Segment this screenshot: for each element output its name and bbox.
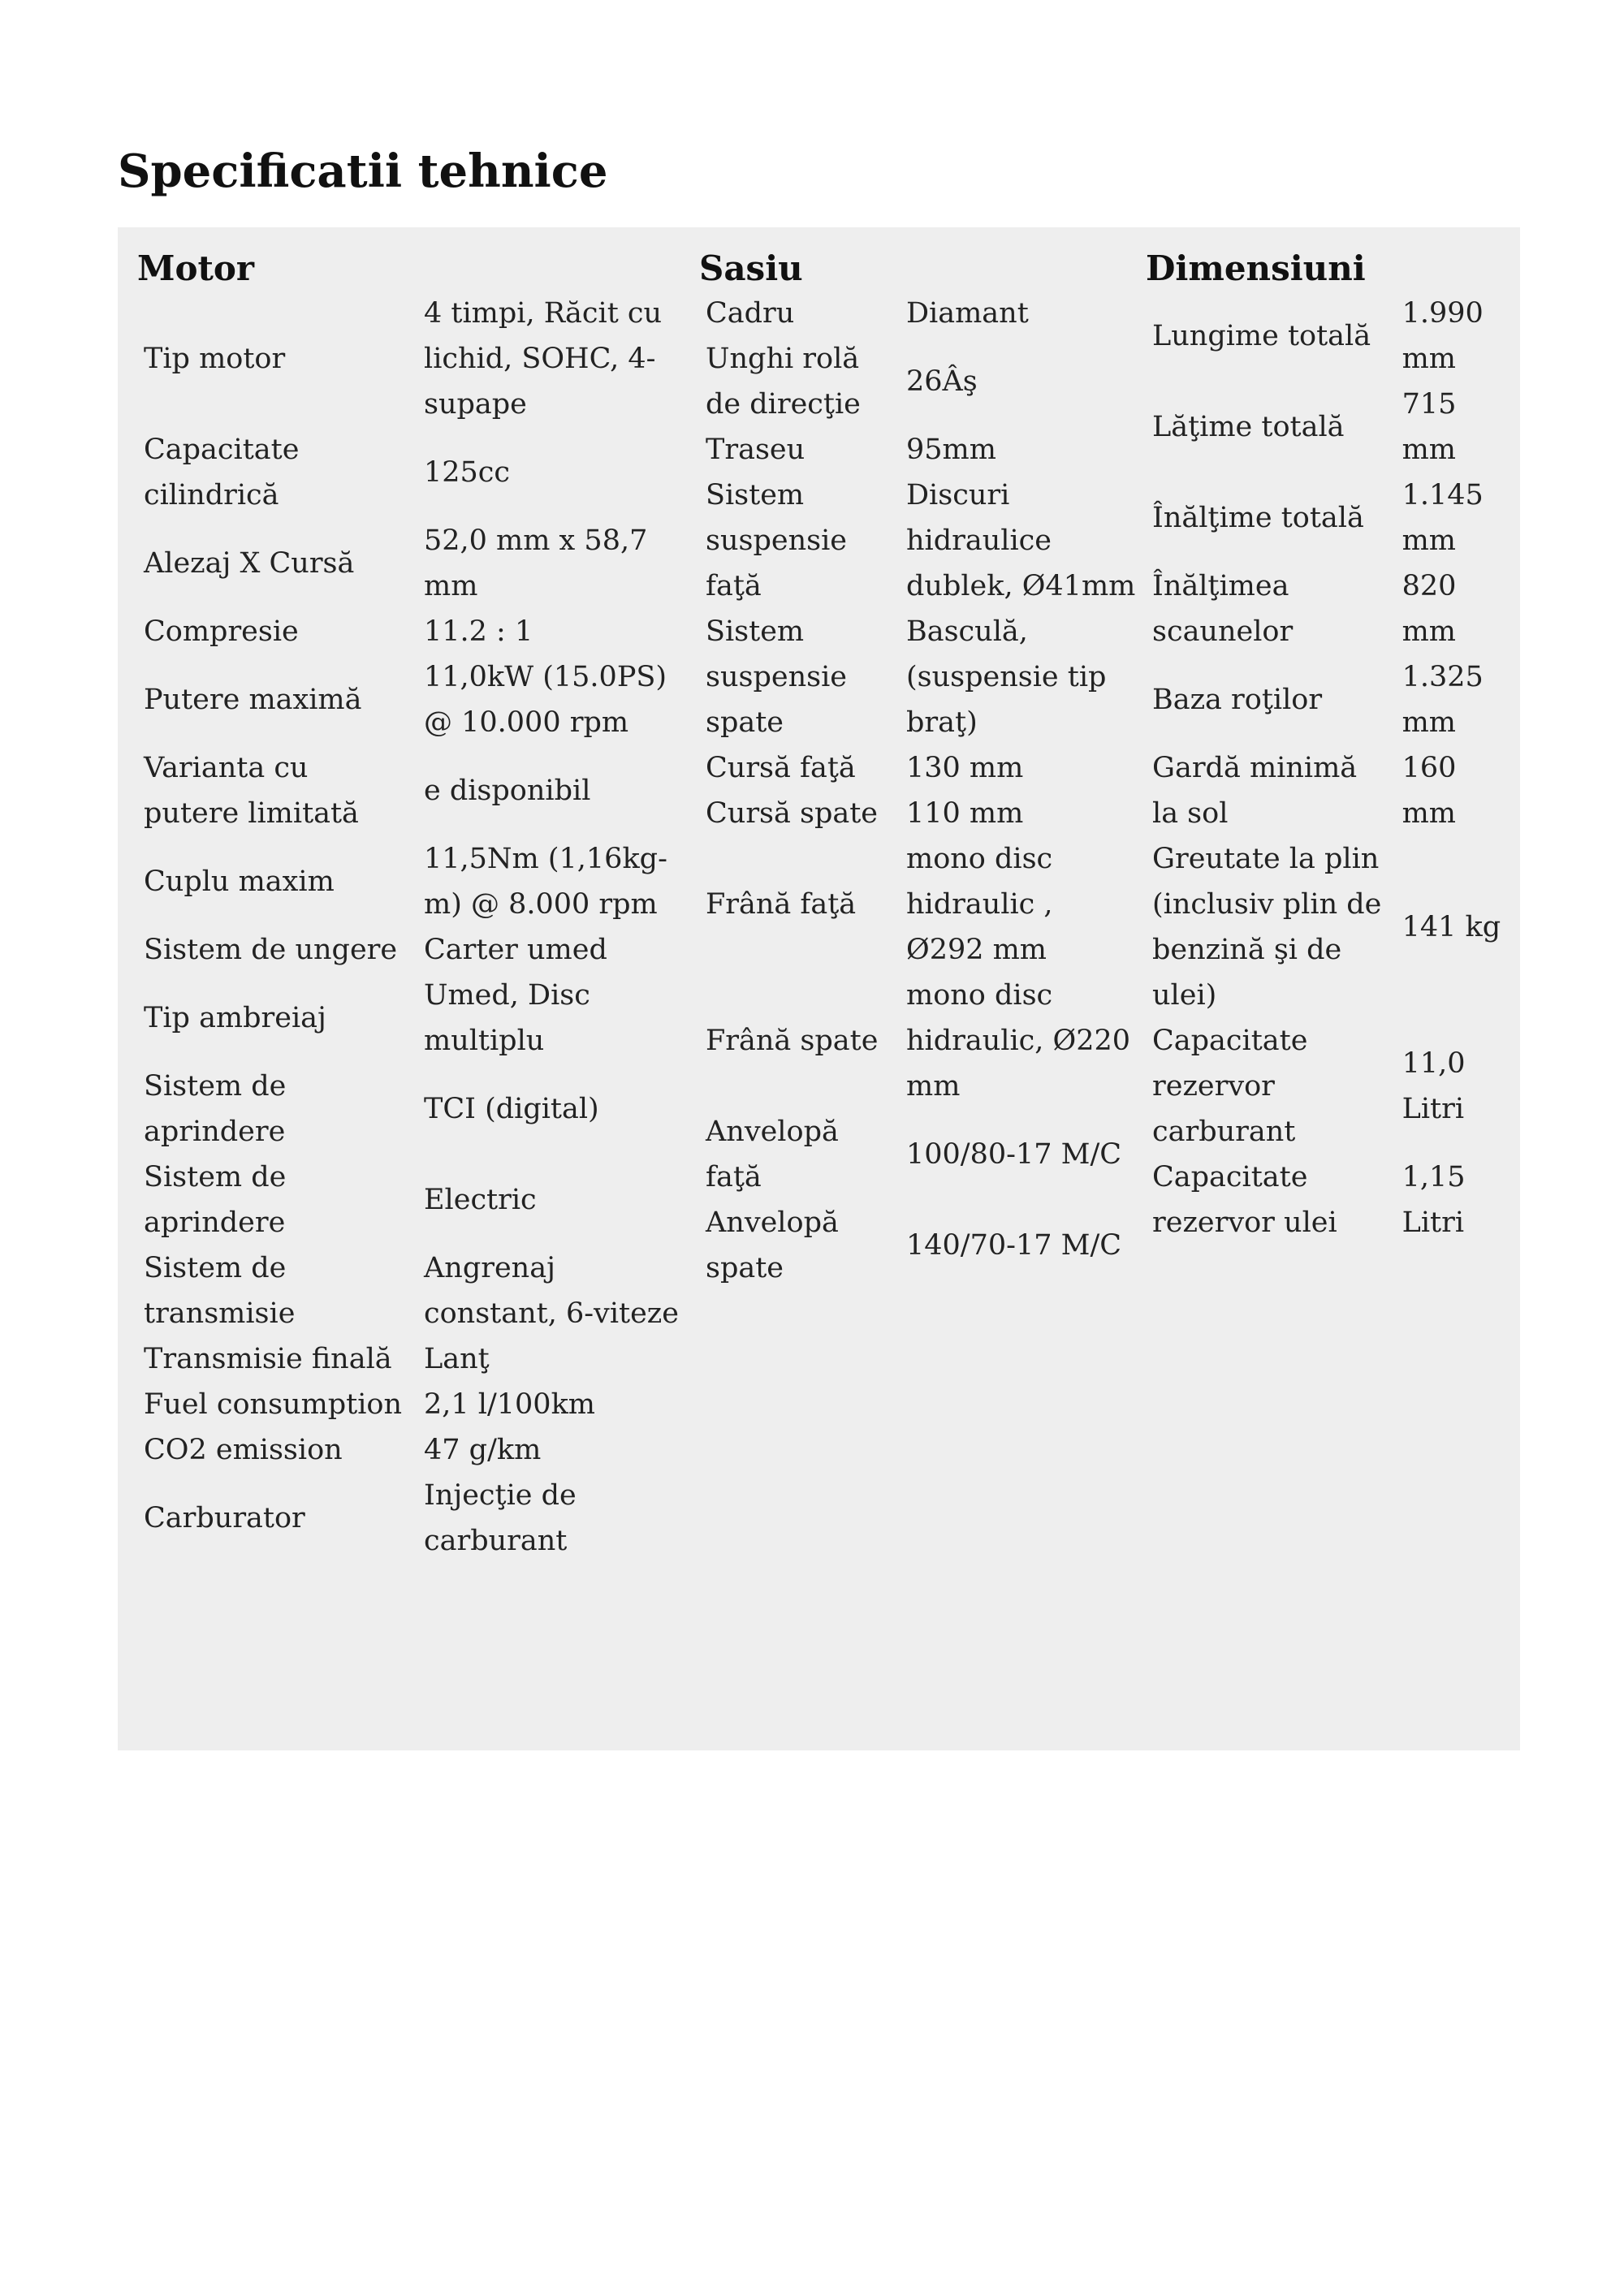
spec-row <box>1146 291 1511 382</box>
spec-label: Carburator <box>144 1502 305 1534</box>
spec-row <box>699 836 1144 973</box>
spec-label: Capacitate rezervor ulei <box>1152 1161 1337 1239</box>
spec-label: Lăţime totală <box>1152 411 1345 443</box>
spec-value: Basculă, (suspensie tip braţ) <box>906 615 1107 739</box>
spec-label: Cuplu maxim <box>144 865 335 898</box>
spec-row <box>699 609 1144 745</box>
spec-value: 11.2 : 1 <box>424 615 533 648</box>
spec-label: Transmisie finală <box>144 1343 392 1375</box>
spec-value: 140/70-17 M/C <box>906 1229 1122 1262</box>
spec-label: CO2 emission <box>144 1434 343 1466</box>
spec-panel <box>118 227 1520 1750</box>
spec-label: Varianta cu putere limitată <box>144 752 359 830</box>
spec-row <box>137 1245 693 1336</box>
spec-row <box>1146 1154 1511 1245</box>
dimensiuni-table <box>1146 291 1511 1245</box>
spec-label: Anvelopă spate <box>706 1206 839 1284</box>
spec-value: 1.145 mm <box>1402 479 1484 557</box>
spec-label: Tip ambreiaj <box>144 1002 326 1034</box>
spec-label: Înălţimea scaunelor <box>1152 570 1294 648</box>
spec-value: 715 mm <box>1402 388 1457 466</box>
spec-value: mono disc hidraulic, Ø220 mm <box>906 979 1131 1103</box>
spec-label: Sistem de ungere <box>144 934 398 966</box>
spec-value: 160 mm <box>1402 752 1457 830</box>
spec-row <box>137 1064 693 1154</box>
spec-label: Sistem de transmisie <box>144 1252 296 1330</box>
spec-value: Discuri hidraulice dublek, Ø41mm <box>906 479 1136 602</box>
spec-value: 100/80-17 M/C <box>906 1138 1122 1171</box>
spec-value: 110 mm <box>906 797 1024 830</box>
spec-value: 11,0 Litri <box>1402 1047 1466 1125</box>
spec-row <box>699 791 1144 836</box>
spec-value: 11,5Nm (1,16kg-m) @ 8.000 rpm <box>424 843 667 921</box>
spec-label: Tip motor <box>144 343 286 375</box>
motor-heading: Motor <box>137 248 255 288</box>
spec-row <box>699 473 1144 609</box>
spec-row <box>1146 382 1511 473</box>
spec-label: Putere maximă <box>144 684 362 716</box>
sasiu-heading: Sasiu <box>699 248 803 288</box>
spec-row <box>137 654 693 745</box>
spec-row <box>1146 654 1511 745</box>
spec-value: Electric <box>424 1184 537 1216</box>
spec-row <box>137 973 693 1064</box>
spec-label: Sistem de aprindere <box>144 1070 287 1148</box>
spec-value: 125cc <box>424 456 511 489</box>
spec-value: 1.990 mm <box>1402 297 1484 375</box>
spec-label: Capacitate cilindrică <box>144 434 300 511</box>
spec-value: 1,15 Litri <box>1402 1161 1466 1239</box>
spec-row <box>137 927 693 973</box>
spec-label: Lungime totală <box>1152 320 1371 352</box>
dimensiuni-heading: Dimensiuni <box>1146 248 1366 288</box>
spec-label: Înălţime totală <box>1152 502 1364 534</box>
page-title: Specificatii tehnice <box>118 145 608 198</box>
spec-row <box>137 291 693 427</box>
spec-value: Diamant <box>906 297 1029 330</box>
spec-value: e disponibil <box>424 775 591 807</box>
spec-value: Angrenaj constant, 6-viteze <box>424 1252 679 1330</box>
spec-label: Gardă minimă la sol <box>1152 752 1358 830</box>
spec-label: Cursă spate <box>706 797 879 830</box>
spec-row <box>1146 1018 1511 1154</box>
spec-label: Baza roţilor <box>1152 684 1323 716</box>
sasiu-table <box>699 291 1144 1291</box>
spec-label: Cursă faţă <box>706 752 856 784</box>
spec-row <box>137 836 693 927</box>
spec-value: mono disc hidraulic , Ø292 mm <box>906 843 1053 966</box>
spec-label: Traseu <box>706 434 806 466</box>
spec-value: Carter umed <box>424 934 607 966</box>
spec-label: Sistem suspensie spate <box>706 615 847 739</box>
spec-row <box>1146 745 1511 836</box>
spec-value: 4 timpi, Răcit cu lichid, SOHC, 4-supape <box>424 297 663 421</box>
spec-label: Greutate la plin (inclusiv plin de benzină şi de ulei) <box>1152 843 1382 1012</box>
spec-value: 820 mm <box>1402 570 1457 648</box>
spec-label: Frână spate <box>706 1025 879 1057</box>
spec-value: 26Âş <box>906 365 978 398</box>
spec-value: Umed, Disc multiplu <box>424 979 590 1057</box>
spec-row <box>137 609 693 654</box>
spec-row <box>137 1427 693 1473</box>
spec-value: 141 kg <box>1402 911 1501 943</box>
spec-row <box>699 1109 1144 1200</box>
motor-table <box>137 291 693 1564</box>
spec-label: Compresie <box>144 615 299 648</box>
spec-value: 95mm <box>906 434 996 466</box>
spec-row <box>699 973 1144 1109</box>
sasiu-section <box>699 227 1144 1291</box>
spec-label: Anvelopă faţă <box>706 1116 839 1193</box>
spec-value: 130 mm <box>906 752 1024 784</box>
spec-value: 52,0 mm x 58,7 mm <box>424 524 648 602</box>
spec-row <box>699 427 1144 473</box>
spec-label: Frână faţă <box>706 888 857 921</box>
spec-row <box>1146 473 1511 563</box>
spec-value: 1.325 mm <box>1402 661 1484 739</box>
spec-row <box>137 1382 693 1427</box>
spec-value: 11,0kW (15.0PS) @ 10.000 rpm <box>424 661 667 739</box>
spec-label: Unghi rolă de direcţie <box>706 343 861 421</box>
spec-row <box>1146 563 1511 654</box>
spec-label: Cadru <box>706 297 795 330</box>
spec-row <box>699 1200 1144 1291</box>
spec-row <box>137 518 693 609</box>
spec-row <box>699 745 1144 791</box>
spec-row <box>699 291 1144 336</box>
spec-value: 47 g/km <box>424 1434 542 1466</box>
spec-row <box>137 745 693 836</box>
spec-row <box>137 1154 693 1245</box>
spec-value: Lanţ <box>424 1343 490 1375</box>
spec-row <box>699 336 1144 427</box>
spec-label: Sistem suspensie faţă <box>706 479 847 602</box>
spec-row <box>137 427 693 518</box>
spec-label: Capacitate rezervor carburant <box>1152 1025 1308 1148</box>
motor-section <box>137 227 693 1564</box>
spec-label: Sistem de aprindere <box>144 1161 287 1239</box>
spec-value: Injecţie de carburant <box>424 1479 577 1557</box>
spec-value: 2,1 l/100km <box>424 1388 595 1421</box>
spec-value: TCI (digital) <box>424 1093 599 1125</box>
spec-row <box>137 1336 693 1382</box>
spec-row <box>137 1473 693 1564</box>
spec-label: Alezaj X Cursă <box>144 547 355 580</box>
dimensiuni-section <box>1146 227 1511 1245</box>
spec-label: Fuel consumption <box>144 1388 403 1421</box>
spec-row <box>1146 836 1511 1018</box>
